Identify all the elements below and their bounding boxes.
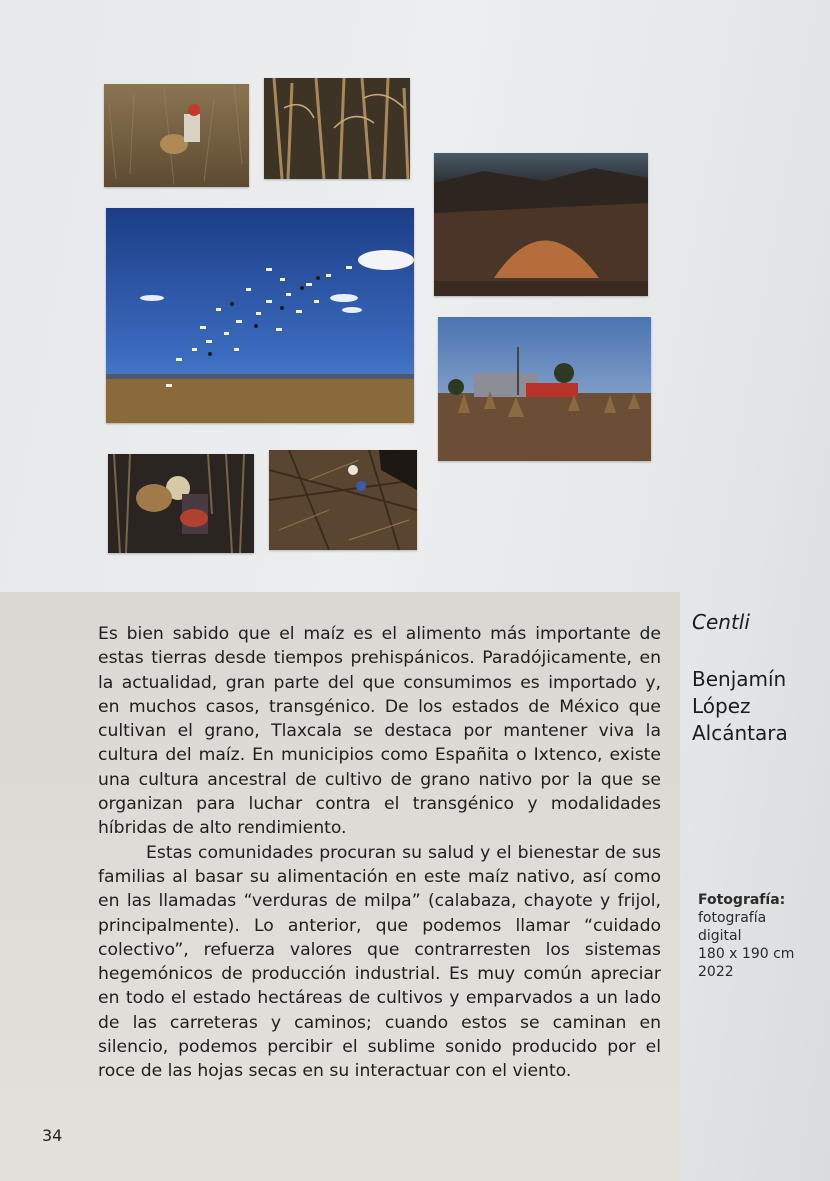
artwork-title: Centli — [692, 610, 750, 634]
photo-woman-harvesting-field — [104, 84, 249, 187]
essay-text — [98, 622, 661, 1084]
author-first-name: Benjamín — [692, 667, 787, 691]
author-name — [692, 666, 788, 747]
credit-year: 2022 — [698, 964, 734, 980]
credit-medium-1: fotografía — [698, 910, 767, 926]
photo-basket-in-cornfield — [108, 454, 254, 553]
photo-dry-corn-stalks — [264, 78, 410, 179]
photo-figure-among-stalks — [269, 450, 417, 550]
credit-label: Fotografía: — [698, 892, 786, 908]
credit-medium-2: digital — [698, 928, 742, 944]
author-surname-2: Alcántara — [692, 721, 788, 745]
essay-paragraph-2: Estas comunidades procuran su salud y el bienestar de sus familias al basar su alimentación en este maíz nativo, así como en las llamadas “verduras de milpa” (calabaza, chayote y frijol, principalmente). Lo anterior, que podemos llamar “cuidado colectivo”, refuerza valores que contrarresten los sistemas hegemónicos de producción industrial. Es muy común apreciar en todo el estado hectáreas de cultivos y emparvados a un lado de las carreteras y caminos; cuando estos se caminan en silencio, podemos percibir el sublime sonido producido por el roce de las hojas secas en su interactuar con el viento. — [98, 842, 661, 1082]
page-number: 34 — [42, 1126, 63, 1145]
credit-dimensions: 180 x 190 cm — [698, 946, 795, 962]
technical-credits — [698, 891, 794, 981]
essay-paragraph-1: Es bien sabido que el maíz es el alimento más importante de estas tierras desde tiempos prehispánicos. Paradójicamente, en la actualidad, gran parte del que consumimos es importado y, en muchos casos, transgénico. De los estados de México que cultivan el grano, Tlaxcala se destaca por mantener viva la cultura del maíz. En municipios como Españita o Ixtenco, existe una cultura ancestral de cultivo de grano nativo por la que se organizan para luchar contra el transgénico y modalidades híbridas de alto rendimiento. — [98, 624, 661, 839]
author-surname-1: López — [692, 694, 751, 718]
photo-maize-husks-thrown-sky — [106, 208, 414, 423]
photo-hay-mound-valley — [434, 153, 648, 296]
photo-rural-house-stacks — [438, 317, 651, 461]
